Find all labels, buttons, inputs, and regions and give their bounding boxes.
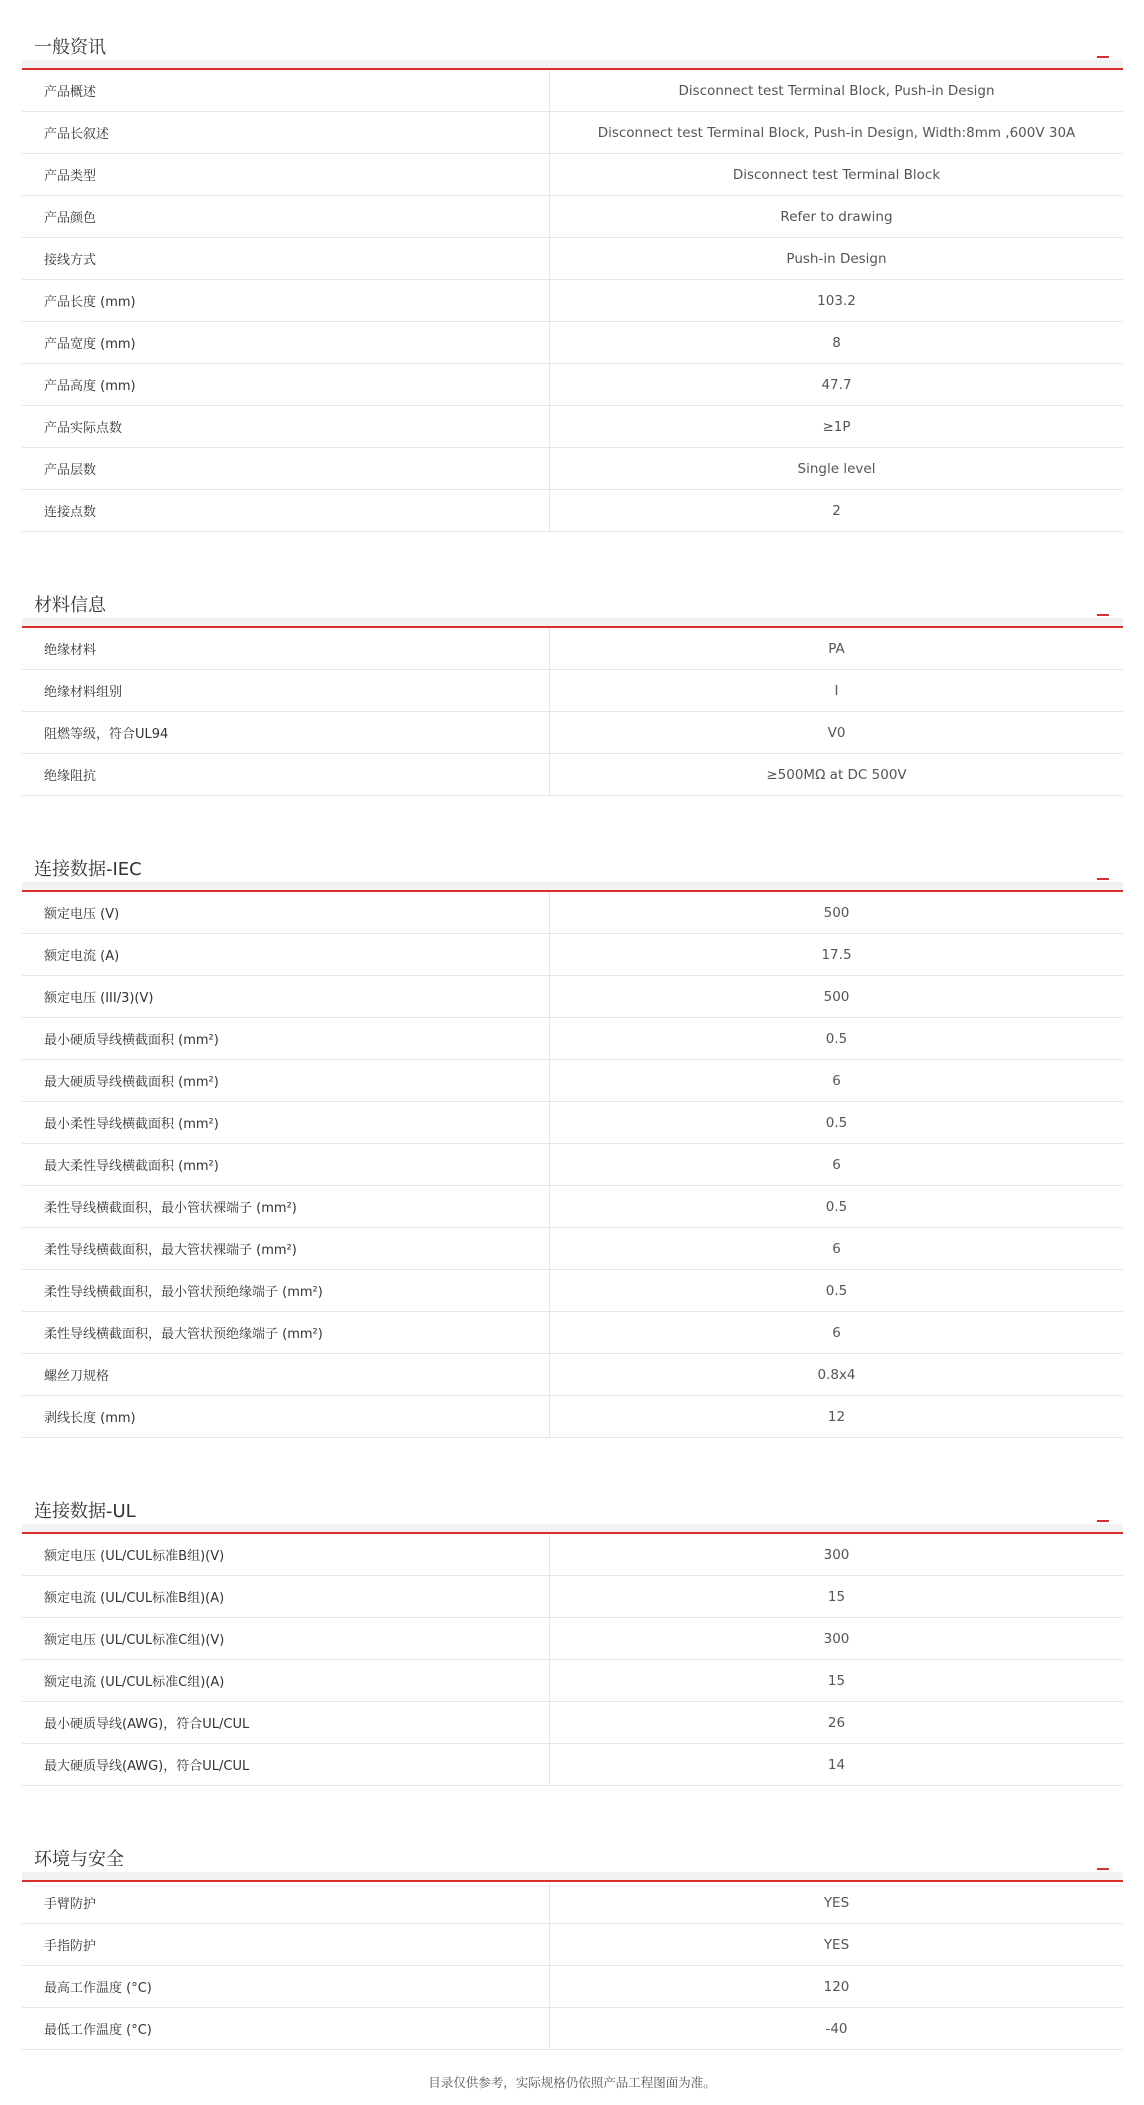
row-label: 产品概述 xyxy=(22,70,550,111)
row-label: 阻燃等级，符合UL94 xyxy=(22,712,550,753)
row-value: 0.5 xyxy=(825,1030,848,1047)
row-label: 剥线长度 (mm) xyxy=(22,1396,550,1437)
row-value: 0.5 xyxy=(825,1198,848,1215)
row-label: 产品层数 xyxy=(22,448,550,489)
table-row xyxy=(22,1144,1123,1186)
row-value: Refer to drawing xyxy=(780,208,893,225)
row-value: 500 xyxy=(823,988,850,1005)
section-title: 连接数据-UL xyxy=(34,1501,136,1522)
row-value: YES xyxy=(823,1894,850,1911)
section-connection-ul xyxy=(22,1488,1123,1786)
row-value: 6 xyxy=(832,1240,841,1257)
row-value: 14 xyxy=(827,1756,846,1773)
row-label: 产品长叙述 xyxy=(22,112,550,153)
collapse-button[interactable] xyxy=(1097,1510,1109,1522)
table-row xyxy=(22,1312,1123,1354)
row-value: 47.7 xyxy=(821,376,852,393)
table-row xyxy=(22,1882,1123,1924)
section-title: 环境与安全 xyxy=(34,1849,124,1870)
table-row xyxy=(22,490,1123,532)
row-label: 额定电压 (UL/CUL标准B组)(V) xyxy=(22,1534,550,1575)
table-row xyxy=(22,712,1123,754)
spec-page xyxy=(22,24,1123,2100)
collapse-button[interactable] xyxy=(1097,604,1109,616)
row-value: 0.8x4 xyxy=(817,1366,856,1383)
section-header[interactable] xyxy=(22,24,1123,70)
row-value: ≥500MΩ at DC 500V xyxy=(766,766,907,783)
section-header[interactable] xyxy=(22,846,1123,892)
row-label: 最大硬质导线(AWG)，符合UL/CUL xyxy=(22,1744,550,1785)
table-row xyxy=(22,196,1123,238)
table-row xyxy=(22,238,1123,280)
row-value: Disconnect test Terminal Block, Push-in Design xyxy=(678,82,995,99)
row-label: 额定电压 (UL/CUL标准C组)(V) xyxy=(22,1618,550,1659)
table-row xyxy=(22,70,1123,112)
minus-icon xyxy=(1097,56,1109,58)
spec-table xyxy=(22,1882,1123,2050)
row-value: ≥1P xyxy=(822,418,851,435)
section-header[interactable] xyxy=(22,582,1123,628)
section-header[interactable] xyxy=(22,1488,1123,1534)
table-row xyxy=(22,1702,1123,1744)
row-value: 500 xyxy=(823,904,850,921)
row-label: 柔性导线横截面积，最小管状裸端子 (mm²) xyxy=(22,1186,550,1227)
section-header[interactable] xyxy=(22,1836,1123,1882)
spec-table xyxy=(22,1534,1123,1786)
table-row xyxy=(22,1228,1123,1270)
row-label: 产品长度 (mm) xyxy=(22,280,550,321)
table-row xyxy=(22,1396,1123,1438)
section-general-info xyxy=(22,24,1123,532)
table-row xyxy=(22,448,1123,490)
table-row xyxy=(22,754,1123,796)
row-value: 26 xyxy=(827,1714,846,1731)
row-label: 柔性导线横截面积，最大管状预绝缘端子 (mm²) xyxy=(22,1312,550,1353)
table-row xyxy=(22,1924,1123,1966)
row-value: 12 xyxy=(827,1408,846,1425)
row-label: 额定电压 (III/3)(V) xyxy=(22,976,550,1017)
table-row xyxy=(22,1186,1123,1228)
table-row xyxy=(22,1354,1123,1396)
table-row xyxy=(22,1102,1123,1144)
row-value: 300 xyxy=(823,1546,850,1563)
row-label: 产品实际点数 xyxy=(22,406,550,447)
row-label: 手臂防护 xyxy=(22,1882,550,1923)
collapse-button[interactable] xyxy=(1097,868,1109,880)
row-value: I xyxy=(834,682,839,699)
table-row xyxy=(22,1660,1123,1702)
row-label: 绝缘材料组别 xyxy=(22,670,550,711)
table-row xyxy=(22,406,1123,448)
row-label: 产品高度 (mm) xyxy=(22,364,550,405)
table-row xyxy=(22,154,1123,196)
section-title: 材料信息 xyxy=(34,595,106,616)
section-title: 连接数据-IEC xyxy=(34,859,142,880)
collapse-button[interactable] xyxy=(1097,1858,1109,1870)
table-row xyxy=(22,1060,1123,1102)
row-label: 手指防护 xyxy=(22,1924,550,1965)
row-value: V0 xyxy=(827,724,846,741)
row-label: 产品类型 xyxy=(22,154,550,195)
row-label: 产品宽度 (mm) xyxy=(22,322,550,363)
row-value: 6 xyxy=(832,1324,841,1341)
row-label: 最小硬质导线横截面积 (mm²) xyxy=(22,1018,550,1059)
row-label: 连接点数 xyxy=(22,490,550,531)
table-row xyxy=(22,934,1123,976)
row-value: -40 xyxy=(825,2020,848,2037)
row-value: 2 xyxy=(832,502,841,519)
section-title: 一般资讯 xyxy=(34,37,106,58)
spec-table xyxy=(22,70,1123,532)
row-label: 最大硬质导线横截面积 (mm²) xyxy=(22,1060,550,1101)
row-value: 6 xyxy=(832,1072,841,1089)
minus-icon xyxy=(1097,614,1109,616)
row-value: Single level xyxy=(797,460,876,477)
table-row xyxy=(22,1966,1123,2008)
section-connection-iec xyxy=(22,846,1123,1438)
row-label: 最高工作温度 (°C) xyxy=(22,1966,550,2007)
row-label: 额定电流 (UL/CUL标准B组)(A) xyxy=(22,1576,550,1617)
row-label: 最小柔性导线横截面积 (mm²) xyxy=(22,1102,550,1143)
table-row xyxy=(22,1534,1123,1576)
row-label: 柔性导线横截面积，最大管状裸端子 (mm²) xyxy=(22,1228,550,1269)
table-row xyxy=(22,112,1123,154)
spec-table xyxy=(22,892,1123,1438)
row-value: Disconnect test Terminal Block, Push-in Design, Width:8mm ,600V 30A xyxy=(597,124,1076,141)
row-value: 15 xyxy=(827,1588,846,1605)
table-row xyxy=(22,976,1123,1018)
table-row xyxy=(22,2008,1123,2050)
row-label: 柔性导线横截面积，最小管状预绝缘端子 (mm²) xyxy=(22,1270,550,1311)
row-label: 额定电流 (A) xyxy=(22,934,550,975)
row-value: Disconnect test Terminal Block xyxy=(732,166,941,183)
row-value: 103.2 xyxy=(817,292,856,309)
table-row xyxy=(22,364,1123,406)
row-label: 最低工作温度 (°C) xyxy=(22,2008,550,2049)
section-material-info xyxy=(22,582,1123,796)
row-label: 螺丝刀规格 xyxy=(22,1354,550,1395)
table-row xyxy=(22,1018,1123,1060)
row-value: YES xyxy=(823,1936,850,1953)
row-value: 300 xyxy=(823,1630,850,1647)
row-label: 绝缘材料 xyxy=(22,628,550,669)
row-label: 产品颜色 xyxy=(22,196,550,237)
row-label: 接线方式 xyxy=(22,238,550,279)
row-label: 绝缘阻抗 xyxy=(22,754,550,795)
collapse-button[interactable] xyxy=(1097,46,1109,58)
section-environment-safety xyxy=(22,1836,1123,2050)
table-row xyxy=(22,628,1123,670)
row-value: 120 xyxy=(823,1978,850,1995)
row-value: PA xyxy=(828,640,845,657)
row-label: 最小硬质导线(AWG)，符合UL/CUL xyxy=(22,1702,550,1743)
row-value: 8 xyxy=(832,334,841,351)
row-label: 额定电压 (V) xyxy=(22,892,550,933)
table-row xyxy=(22,322,1123,364)
row-value: 0.5 xyxy=(825,1282,848,1299)
minus-icon xyxy=(1097,1520,1109,1522)
row-label: 最大柔性导线横截面积 (mm²) xyxy=(22,1144,550,1185)
row-value: 15 xyxy=(827,1672,846,1689)
row-value: 0.5 xyxy=(825,1114,848,1131)
table-row xyxy=(22,1618,1123,1660)
table-row xyxy=(22,892,1123,934)
table-row xyxy=(22,1744,1123,1786)
table-row xyxy=(22,1576,1123,1618)
row-value: 17.5 xyxy=(821,946,852,963)
table-row xyxy=(22,670,1123,712)
row-label: 额定电流 (UL/CUL标准C组)(A) xyxy=(22,1660,550,1701)
row-value: Push-in Design xyxy=(786,250,887,267)
minus-icon xyxy=(1097,878,1109,880)
minus-icon xyxy=(1097,1868,1109,1870)
spec-table xyxy=(22,628,1123,796)
table-row xyxy=(22,280,1123,322)
footnote: 目录仅供参考，实际规格仍依照产品工程图面为准。 xyxy=(428,2075,716,2090)
row-value: 6 xyxy=(832,1156,841,1173)
table-row xyxy=(22,1270,1123,1312)
